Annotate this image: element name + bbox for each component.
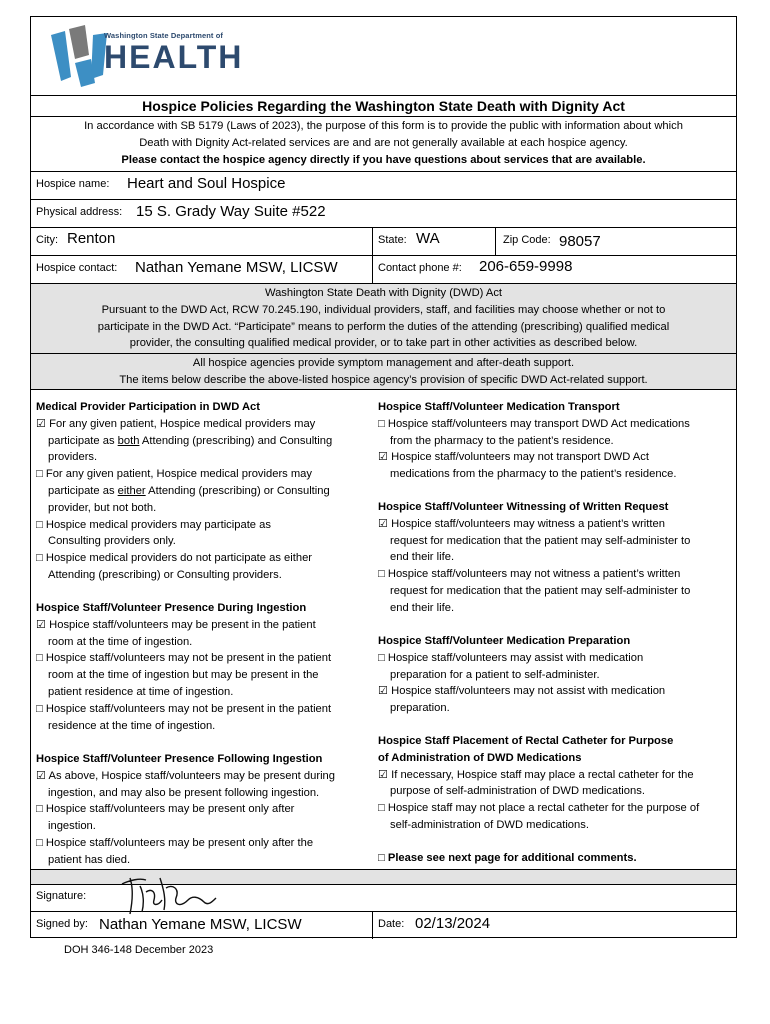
intro-line-3: Please contact the hospice agency directly if you have questions about services that are available. [121,154,646,166]
section-heading: Hospice Staff/Volunteer Presence Following Ingestion [36,753,323,765]
logo-title: HEALTH [104,39,244,75]
support-line-2: The items below describe the above-listed hospice agency’s provision of specific DWD Act-related support. [119,373,648,386]
zip-field[interactable]: 98057 [559,233,601,250]
dwd-line-1: Washington State Death with Dignity (DWD) Act [264,287,503,299]
address-row [31,199,736,227]
section-heading: Hospice Staff/Volunteer Witnessing of Written Request [378,501,669,513]
hospice-policy-form [30,16,737,938]
contact-label: Hospice contact: [36,262,118,274]
option-checkbox[interactable]: □ Hospice staff/volunteers may not be present in the patient [36,702,332,715]
signed-by-field[interactable]: Nathan Yemane MSW, LICSW [99,916,302,933]
contact-row [31,255,736,283]
section-heading: Hospice Staff/Volunteer Presence During Ingestion [36,602,307,614]
state-field[interactable]: WA [416,230,440,247]
option-checkbox[interactable]: □ Hospice staff/volunteers may transport DWD Act medications [378,417,690,430]
section-heading: Hospice Staff Placement of Rectal Catheter for Purpose [378,735,674,747]
policy-body [31,389,736,869]
city-field[interactable]: Renton [67,230,116,247]
option-checkbox[interactable]: □ Hospice staff may not place a rectal catheter for the purpose of [378,802,700,815]
option-checkbox[interactable]: □ Hospice medical providers may participate as [36,518,271,531]
address-field[interactable]: 15 S. Grady Way Suite #522 [136,203,326,220]
section-heading: Hospice Staff/Volunteer Medication Preparation [378,635,631,647]
witnessing-section: Hospice Staff/Volunteer Witnessing of Written Request ☑ Hospice staff/volunteers may witness a patient’s written request for medication that the patient may self-administer to end their life. □ Hospice staff/volunteers may not witness a patient’s written request for medication that the patient may self-administer to end their life. [378,499,733,617]
form-title: Hospice Policies Regarding the Washington State Death with Dignity Act [31,96,736,117]
signed-by-label: Signed by: [36,918,88,930]
rectal-catheter-section: Hospice Staff Placement of Rectal Catheter for Purpose of Administration of DWD Medications ☑ If necessary, Hospice staff may place a rectal catheter for the purpose of self-administration of DWD medications. □ Hospice staff may not place a rectal catheter for the purpose of self-administration of DWD medications. [378,733,733,834]
option-checkbox[interactable]: □ Hospice staff/volunteers may be present only after [36,803,295,816]
option-checkbox[interactable]: □ Hospice medical providers do not participate as either [36,552,313,565]
phone-label: Contact phone #: [378,262,462,274]
section-heading: Medical Provider Participation in DWD Act [36,401,260,413]
city-label: City: [36,234,58,246]
presence-during-ingestion-section: Hospice Staff/Volunteer Presence During Ingestion ☑ Hospice staff/volunteers may be present in the patient room at the time of ingestion. □ Hospice staff/volunteers may not be present in the patient room at the time of ingestion but may be present in the patient residence at time of ingestion. □ Hospice staff/volunteers may not be present in the patient residence at the time of ingestion. [36,600,371,734]
support-line-1: All hospice agencies provide symptom management and after-death support. [192,357,575,369]
phone-field[interactable]: 206-659-9998 [479,258,573,275]
option-checkbox[interactable]: ☑ As above, Hospice staff/volunteers may be present during [36,769,335,782]
option-checkbox[interactable]: ☑ For any given patient, Hospice medical providers may [36,417,316,430]
date-label: Date: [378,918,405,930]
support-box [31,353,736,389]
dwd-line-2: Pursuant to the DWD Act, RCW 70.245.190, individual providers, staff, and facilities may choose whether or not to [101,303,666,316]
section-heading: Hospice Staff/Volunteer Medication Transport [378,401,620,413]
option-checkbox[interactable]: ☑ Hospice staff/volunteers may witness a patient’s written [378,517,665,530]
option-checkbox[interactable]: ☑ Hospice staff/volunteers may be present in the patient [36,618,316,631]
intro-line-1: In accordance with SB 5179 (Laws of 2023), the purpose of this form is to provide the public with information about which [84,120,683,132]
dwd-act-box [31,283,736,353]
hospice-name-row [31,171,736,199]
option-checkbox[interactable]: □ Hospice staff/volunteers may not be present in the patient [36,652,332,665]
section-heading-cont: of Administration of DWD Medications [378,751,582,764]
option-checkbox[interactable]: □ For any given patient, Hospice medical providers may [36,468,313,481]
zip-label: Zip Code: [503,234,551,246]
dwd-line-4: provider, the consulting qualified medical provider, or to take part in other activities as described below. [129,337,638,350]
logo-subtitle: Washington State Department of [104,31,223,40]
handwritten-signature-icon [100,870,220,920]
medication-transport-section: Hospice Staff/Volunteer Medication Transport □ Hospice staff/volunteers may transport DWD Act medications from the pharmacy to the patient’s residence. ☑ Hospice staff/volunteers may not transport DWD Act medications from the pharmacy to the patient’s residence. [378,399,733,483]
signature-label: Signature: [36,890,87,902]
contact-field[interactable]: Nathan Yemane MSW, LICSW [135,259,338,276]
option-checkbox[interactable]: ☑ Hospice staff/volunteers may not transport DWD Act [378,451,649,464]
hospice-name-label: Hospice name: [36,178,110,190]
medication-preparation-section: Hospice Staff/Volunteer Medication Preparation □ Hospice staff/volunteers may assist with medication preparation for a patient to self-administer. ☑ Hospice staff/volunteers may not assist with medication preparation. [378,633,733,717]
presence-following-ingestion-section: Hospice Staff/Volunteer Presence Following Ingestion ☑ As above, Hospice staff/volunteers may be present during ingestion, and may also be present following ingestion. □ Hospice staff/volunteers may be present only after ingestion. □ Hospice staff/volunteers may be present only after the patient has died. [36,751,371,869]
option-checkbox[interactable]: ☑ If necessary, Hospice staff may place a rectal catheter for the [378,768,694,781]
intro-text [31,118,736,171]
city-state-zip-row [31,227,736,255]
option-checkbox[interactable]: □ Hospice staff/volunteers may assist with medication [378,651,644,664]
address-label: Physical address: [36,206,123,218]
provider-participation-section: Medical Provider Participation in DWD Act ☑ For any given patient, Hospice medical providers may participate as both Attending (prescribing) and Consulting providers. □ For any given patient, Hospice medical providers may participate as either Attending (prescribing) or Consulting provider, but not both. □ Hospice medical providers may participate as Consulting providers only. □ Hospice medical providers do not participate as either Attending (prescribing) or Consulting providers. [36,399,366,584]
option-checkbox[interactable]: □ Hospice staff/volunteers may be present only after the [36,836,314,849]
option-checkbox[interactable]: □ Hospice staff/volunteers may not witness a patient’s written [378,568,681,581]
date-field[interactable]: 02/13/2024 [415,915,491,932]
state-label: State: [378,234,407,246]
additional-comments-checkbox[interactable]: □ Please see next page for additional comments. [378,852,637,864]
option-checkbox[interactable]: ☑ Hospice staff/volunteers may not assist with medication [378,685,666,698]
dwd-line-3: participate in the DWD Act. “Participate” means to perform the duties of the attending (prescribing) qualified medical [97,320,670,333]
form-footer: DOH 346-148 December 2023 [64,944,214,956]
intro-line-2: Death with Dignity Act-related services are and are not generally available at each hospice agency. [139,137,628,149]
hospice-name-field[interactable]: Heart and Soul Hospice [127,175,286,192]
header-logo-row [31,17,736,96]
